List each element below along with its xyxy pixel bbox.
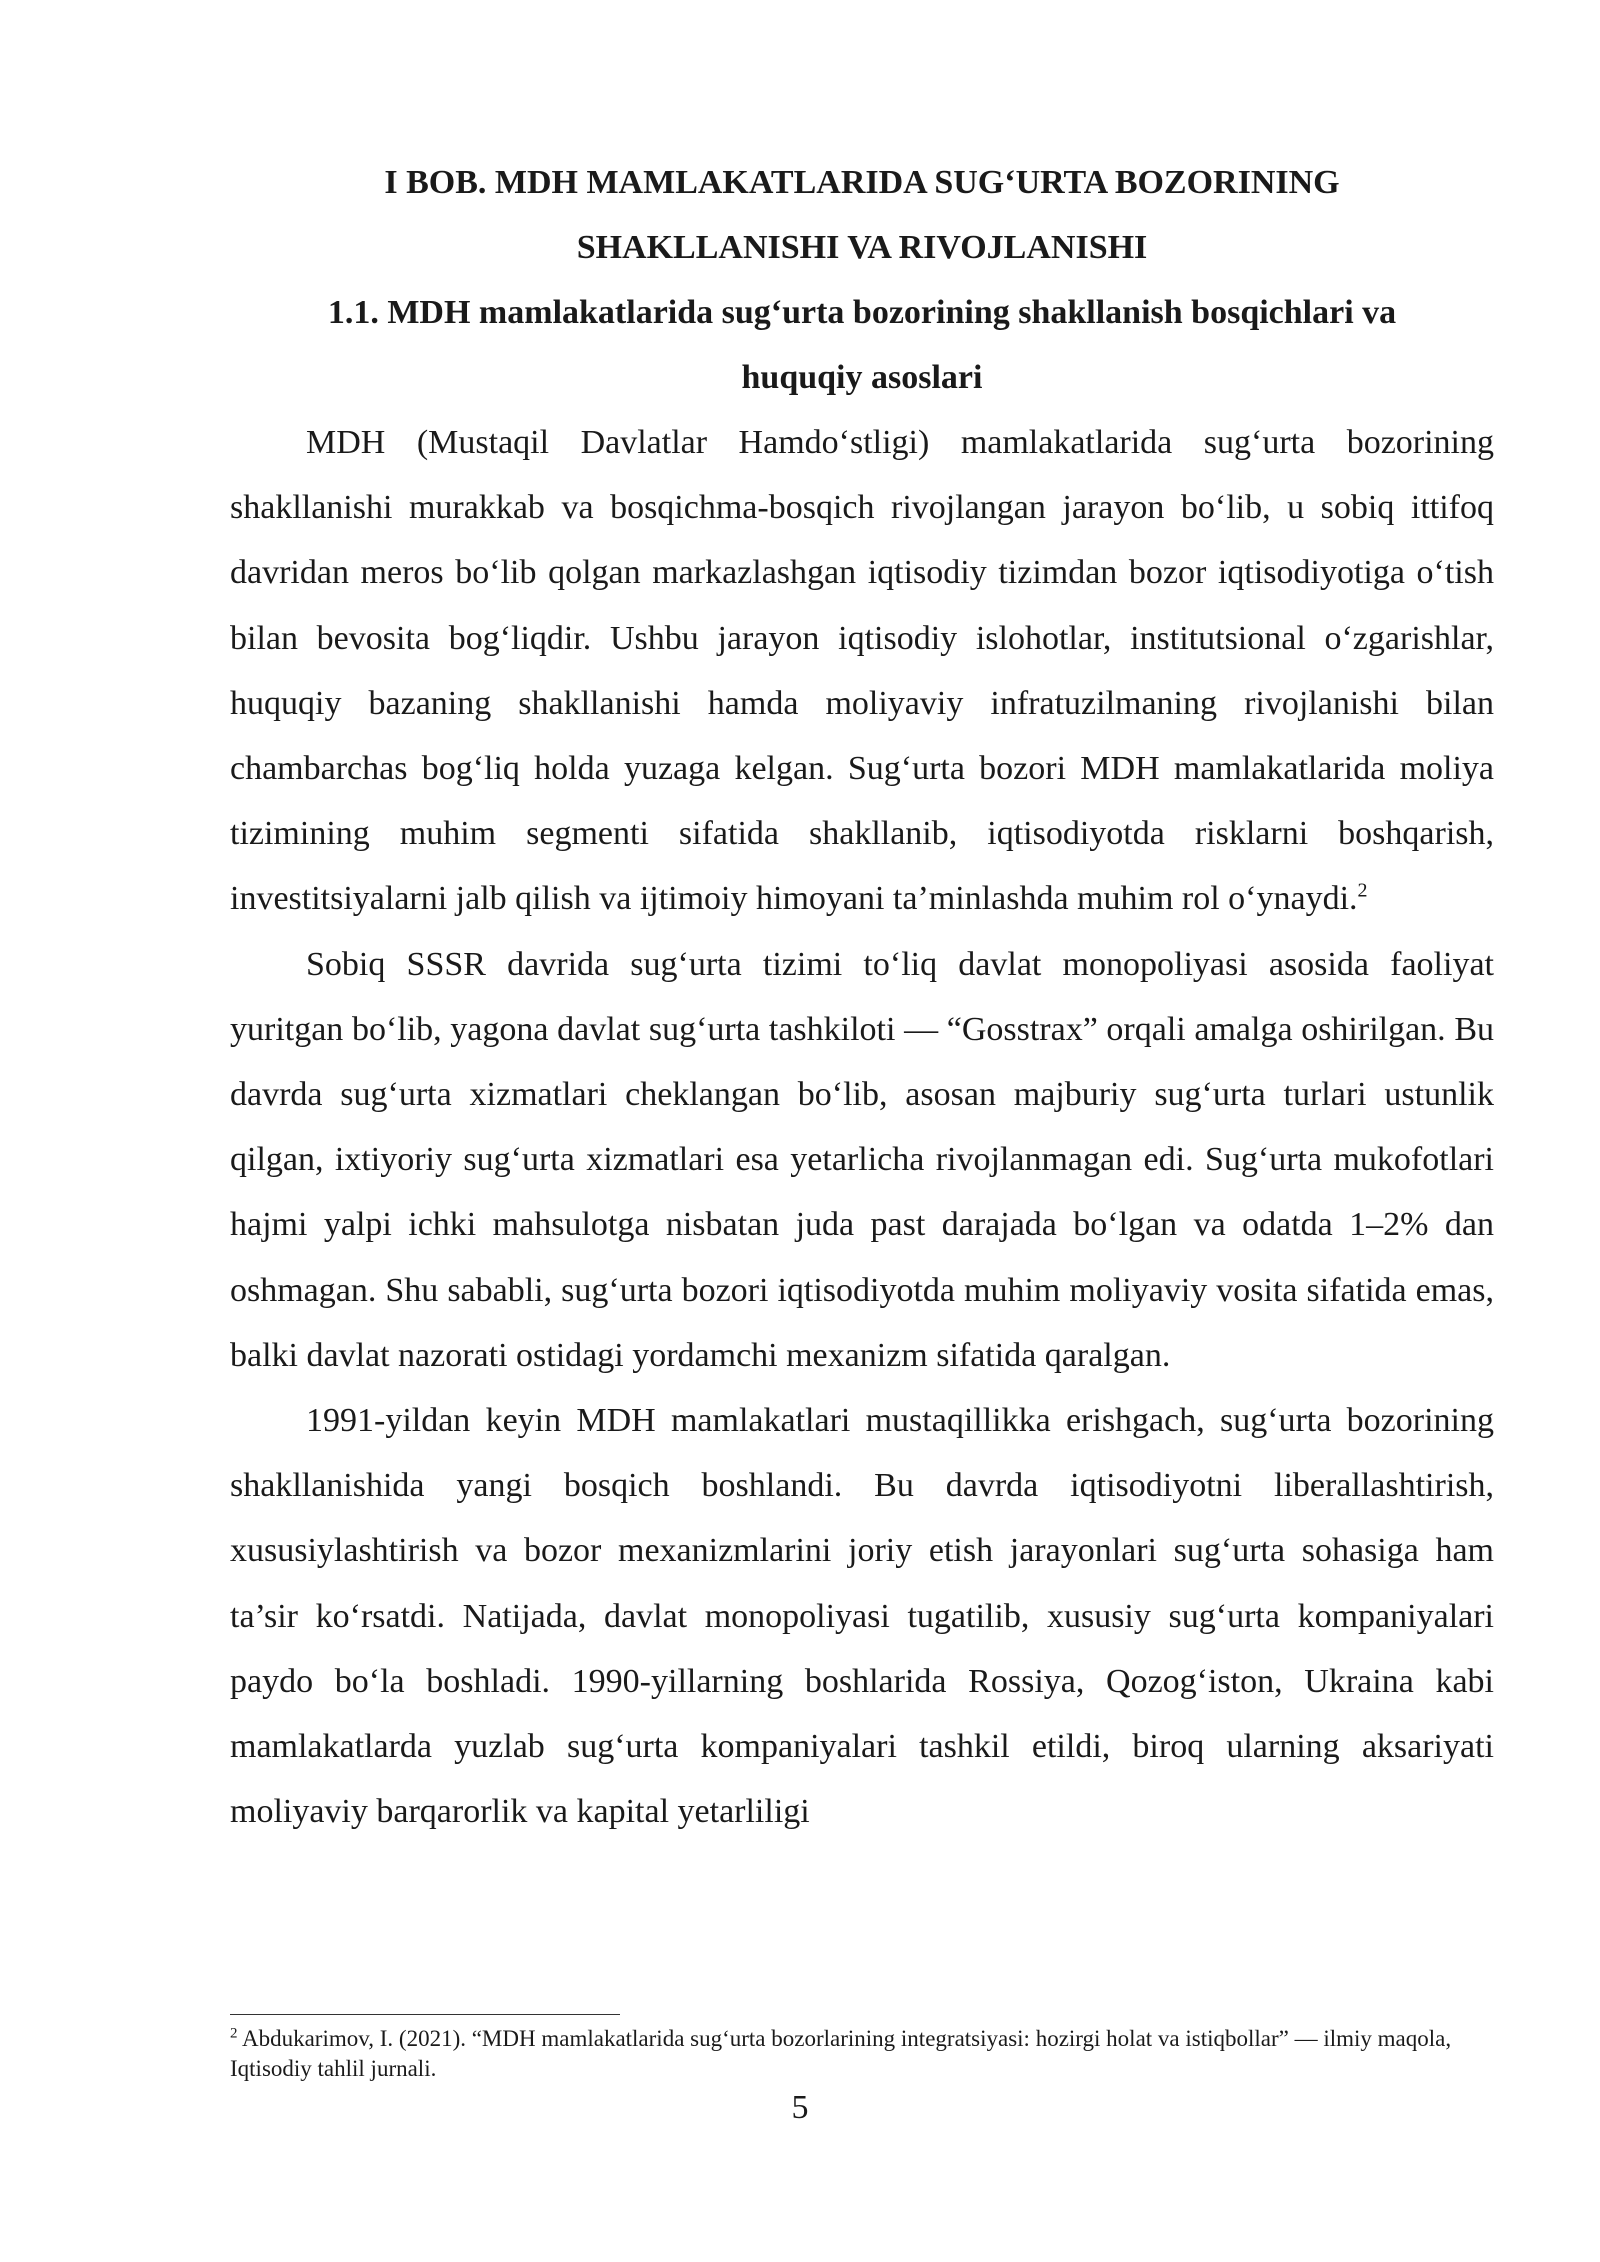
document-page xyxy=(230,150,1494,1844)
section-title-line1: 1.1. MDH mamlakatlarida sug‘urta bozorining shakllanish bosqichlari va xyxy=(327,294,1397,331)
chapter-title-line2: SHAKLLANISHI VA RIVOJLANISHI xyxy=(576,229,1148,266)
paragraph-1-text: MDH (Mustaqil Davlatlar Hamdo‘stligi) mamlakatlarida sug‘urta bozorining shakllanishi murakkab va bosqichma-bosqich rivojlangan jarayon bo‘lib, u sobiq ittifoq davridan meros bo‘lib qolgan markazlashgan iqtisodiy tizimdan bozor iqtisodiyotiga o‘tish bilan bevosita bog‘liqdir. Ushbu jarayon iqtisodiy islohotlar, institutsional o‘zgarishlar, huquqiy bazaning shakllanishi hamda moliyaviy infratuzilmaning rivojlanishi bilan chambarchas bog‘liq holda yuzaga kelgan. Sug‘urta bozori MDH mamlakatlarida moliya tizimining muhim segmenti sifatida shakllanib, iqtisodiyotda risklarni boshqarish, investitsiyalarni jalb qilish va ijtimoiy himoyani ta’minlashda muhim rol o‘ynaydi. xyxy=(230,424,1494,918)
footnote-text: Abdukarimov, I. (2021). “MDH mamlakatlarida sug‘urta bozorlarining integratsiyasi: hozirgi holat va istiqbollar” — ilmiy maqola, Iqtisodiy tahlil jurnali. xyxy=(230,2026,1452,2081)
footnote-reference: 2 xyxy=(1357,880,1368,903)
page-number: 5 xyxy=(791,2089,809,2126)
chapter-title-line1: I BOB. MDH MAMLAKATLARIDA SUG‘URTA BOZORINING xyxy=(384,164,1340,201)
footnote-separator xyxy=(230,2014,620,2015)
paragraph-3: 1991-yildan keyin MDH mamlakatlari mustaqillikka erishgach, sug‘urta bozorining shakllanishida yangi bosqich boshlandi. Bu davrda iqtisodiyotni liberallashtirish, xususiylashtirish va bozor mexanizmlarini joriy etish jarayonlari sug‘urta sohasiga ham ta’sir ko‘rsatdi. Natijada, davlat monopoliyasi tugatilib, xususiy sug‘urta kompaniyalari paydo bo‘la boshladi. 1990-yillarning boshlarida Rossiya, Qozog‘iston, Ukraina kabi mamlakatlarda yuzlab sug‘urta kompaniyalari tashkil etildi, biroq ularning aksariyati moliyaviy barqarorlik va kapital yetarliligi xyxy=(230,1402,1494,1831)
section-title-line2: huquqiy asoslari xyxy=(741,359,983,396)
paragraph-2: Sobiq SSSR davrida sug‘urta tizimi to‘liq davlat monopoliyasi asosida faoliyat yuritgan bo‘lib, yagona davlat sug‘urta tashkiloti — “Gosstrax” orqali amalga oshirilgan. Bu davrda sug‘urta xizmatlari cheklangan bo‘lib, asosan majburiy sug‘urta turlari ustunlik qilgan, ixtiyoriy sug‘urta xizmatlari esa yetarlicha rivojlanmagan edi. Sug‘urta mukofotlari hajmi yalpi ichki mahsulotga nisbatan juda past darajada bo‘lgan va odatda 1–2% dan oshmagan. Shu sababli, sug‘urta bozori iqtisodiyotda muhim moliyaviy vosita sifatida emas, balki davlat nazorati ostidagi yordamchi mexanizm sifatida qaralgan. xyxy=(230,945,1494,1374)
footnote-marker: 2 xyxy=(230,2025,238,2042)
chapter-title xyxy=(230,150,1494,280)
footnote xyxy=(230,2024,1494,2084)
paragraph-1 xyxy=(230,410,1494,932)
section-title xyxy=(230,280,1494,410)
